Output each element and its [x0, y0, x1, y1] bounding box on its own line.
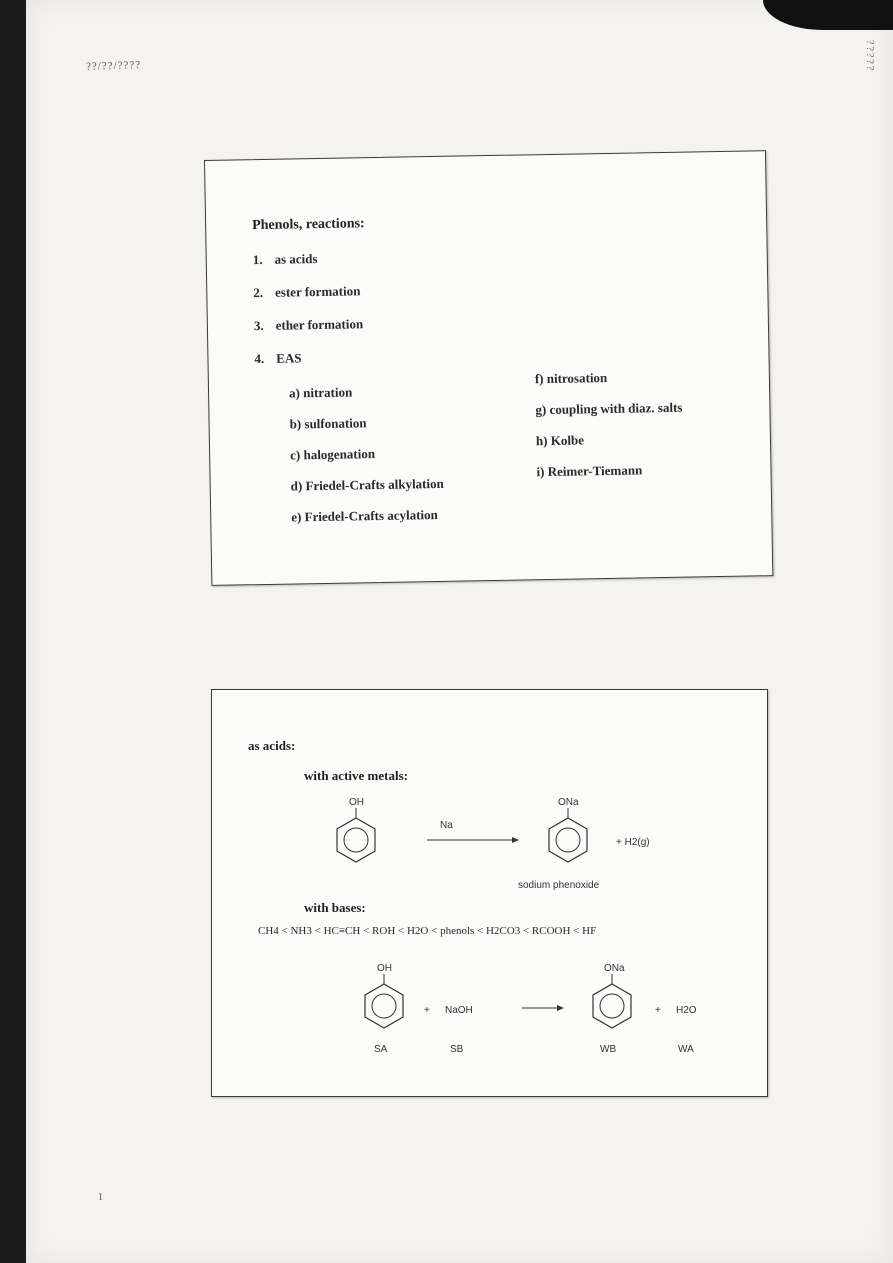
- label-sa: SA: [374, 1044, 388, 1055]
- eas-item: d) Friedel-Crafts alkylation: [290, 475, 444, 494]
- eas-item: i) Reimer-Tiemann: [536, 462, 643, 480]
- side-note: ?????: [864, 40, 875, 73]
- reaction-list: [253, 250, 365, 384]
- slide-as-acids: [211, 689, 768, 1097]
- phenol-structure-2: [365, 963, 403, 1028]
- reaction-diagrams: [212, 690, 767, 1096]
- label-wb: WB: [600, 1044, 617, 1055]
- hydrogen-byproduct: + H2(g): [616, 837, 650, 848]
- header-date: ??/??/????: [85, 59, 142, 73]
- product-name: sodium phenoxide: [518, 880, 600, 891]
- phenoxide-structure-2: [593, 963, 631, 1028]
- bases-heading: with bases:: [304, 900, 366, 915]
- sodium-phenoxide-structure: [549, 797, 587, 862]
- label-sb: SB: [450, 1044, 464, 1055]
- phenol-structure-1: [337, 797, 375, 862]
- list-item: 1. as acids: [252, 251, 318, 268]
- eas-list-left: [289, 383, 445, 541]
- acidity-order: CH4 < NH3 < HC≡CH < ROH < H2O < phenols < H2CO3 < RCOOH < HF: [258, 925, 597, 937]
- eas-item: f) nitrosation: [534, 369, 608, 387]
- eas-list-right: [535, 369, 684, 496]
- ona-label: ONa: [558, 797, 579, 808]
- page-number: 1: [98, 1192, 103, 1203]
- eas-item: b) sulfonation: [289, 415, 367, 432]
- label-wa: WA: [678, 1044, 694, 1055]
- scan-shadow-corner: [763, 0, 893, 30]
- oh-label: OH: [377, 963, 392, 974]
- eas-item: c) halogenation: [290, 446, 376, 463]
- ona-label: ONa: [604, 963, 625, 974]
- plus-sign: +: [655, 1005, 661, 1016]
- reagent-naoh: NaOH: [445, 1005, 473, 1016]
- eas-item: e) Friedel-Crafts acylation: [291, 506, 438, 525]
- list-item: 3. ether formation: [253, 316, 364, 334]
- slide-phenol-reactions: [204, 150, 773, 586]
- oh-label: OH: [349, 797, 364, 808]
- water-byproduct: H2O: [676, 1005, 697, 1016]
- document-page: [26, 0, 893, 1263]
- eas-item: h) Kolbe: [535, 432, 585, 449]
- eas-item: g) coupling with diaz. salts: [535, 399, 683, 418]
- reaction-arrow-2: [522, 1005, 564, 1011]
- plus-sign: +: [424, 1005, 430, 1016]
- slide-title: Phenols, reactions:: [252, 216, 365, 234]
- list-item: 4. EAS: [254, 350, 302, 367]
- reaction-arrow-1: [427, 837, 519, 843]
- eas-item: a) nitration: [288, 384, 353, 401]
- reagent-na: Na: [440, 820, 453, 831]
- slide-title: as acids:: [248, 738, 296, 753]
- metals-heading: with active metals:: [304, 768, 408, 783]
- list-item: 2. ester formation: [253, 283, 361, 301]
